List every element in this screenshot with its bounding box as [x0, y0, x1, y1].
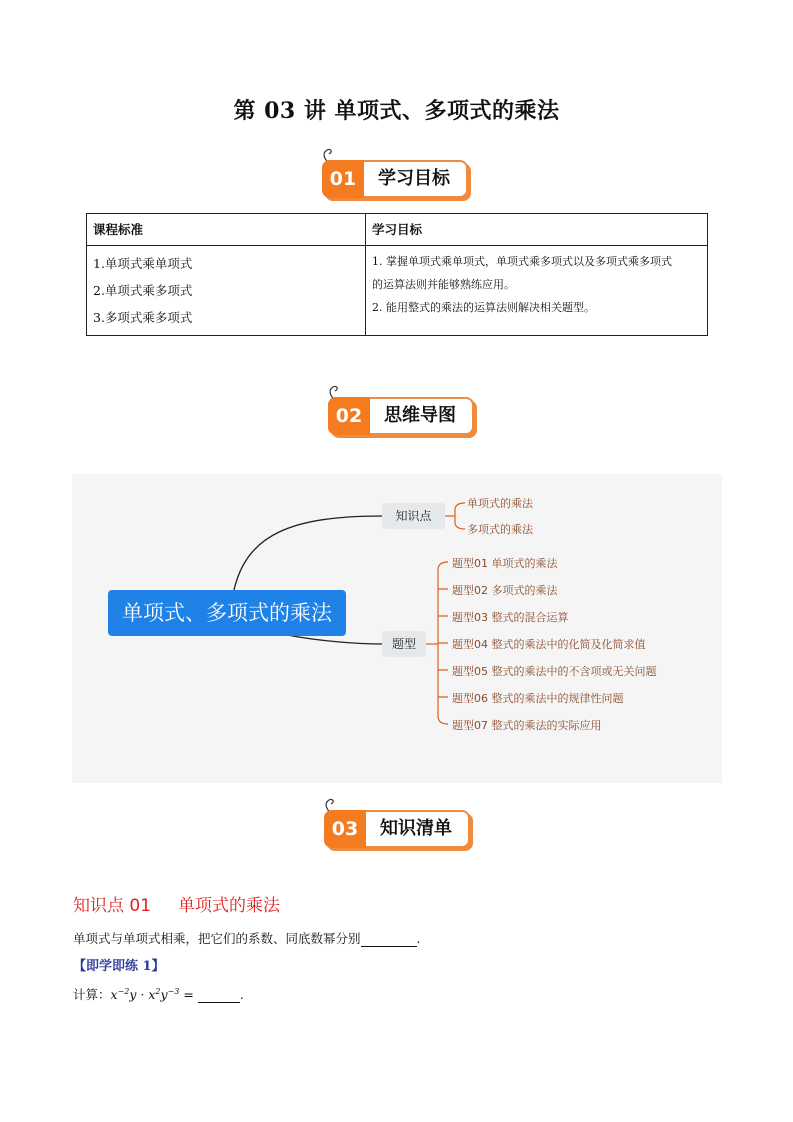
calc-line: [73, 985, 244, 1003]
header-goals: 学习目标: [366, 214, 708, 246]
mindmap-node-types: 题型: [382, 631, 426, 657]
table-header-row: [87, 214, 708, 246]
section-badge-goals: [314, 147, 474, 193]
mind-map: [72, 474, 722, 783]
badge-label: 思维导图: [384, 405, 456, 426]
goal-line: 1. 掌握单项式乘单项式，单项式乘多项式以及多项式乘多项式: [372, 255, 672, 268]
standard-item: 2.单项式乘多项式: [93, 283, 193, 298]
goals-cell: [366, 246, 708, 336]
badge-number: 02: [328, 397, 370, 435]
section-badge-mindmap: [320, 384, 480, 430]
knowledge-heading: 知识点 01 单项式的乘法: [73, 896, 281, 916]
calc-prefix: 计算：: [73, 987, 111, 1002]
mindmap-node-knowledge: 知识点: [382, 503, 445, 529]
header-standard: 课程标准: [87, 214, 366, 246]
table-row: [87, 246, 708, 336]
badge-label: 学习目标: [378, 168, 450, 189]
knowledge-text: 单项式与单项式相乘，把它们的系数、同底数幂分别: [73, 931, 361, 946]
mindmap-leaf: 题型03 整式的混合运算: [452, 611, 569, 624]
standards-cell: [87, 246, 366, 336]
goal-line: 2. 能用整式的乘法的运算法则解决相关题型。: [372, 301, 595, 314]
standard-item: 3.多项式乘多项式: [93, 310, 193, 325]
badge-label: 知识清单: [380, 818, 452, 839]
goals-table: [86, 213, 708, 336]
mindmap-leaf: 题型07 整式的乘法的实际应用: [452, 719, 602, 732]
answer-blank[interactable]: [198, 988, 240, 1003]
mindmap-leaf: 题型02 多项式的乘法: [452, 584, 558, 597]
knowledge-paragraph: [73, 929, 421, 947]
calc-expression: $x^{-2}y \cdot x^2y^{-3}$ =: [110, 986, 198, 1002]
mindmap-leaf: 单项式的乘法: [467, 497, 533, 510]
mindmap-leaf: 题型04 整式的乘法中的化简及化简求值: [452, 638, 646, 651]
standard-item: 1.单项式乘单项式: [93, 256, 193, 271]
practice-label: 【即学即练 1】: [73, 959, 165, 974]
badge-number: 03: [324, 810, 366, 848]
section-badge-knowledge: [316, 797, 476, 843]
goal-line: 的运算法则并能够熟练应用。: [372, 278, 515, 291]
page-title: 第 03 讲 单项式、多项式的乘法: [233, 98, 560, 124]
badge-number: 01: [322, 160, 364, 198]
knowledge-period: .: [416, 931, 421, 946]
mindmap-leaf: 题型01 单项式的乘法: [452, 557, 558, 570]
mindmap-leaf: 题型05 整式的乘法中的不含项或无关问题: [452, 665, 657, 678]
answer-blank[interactable]: [361, 932, 417, 947]
mindmap-leaf: 多项式的乘法: [467, 523, 533, 536]
calc-period: .: [239, 987, 244, 1002]
mindmap-leaf: 题型06 整式的乘法中的规律性问题: [452, 692, 624, 705]
mindmap-central-node: 单项式、多项式的乘法: [108, 590, 346, 636]
